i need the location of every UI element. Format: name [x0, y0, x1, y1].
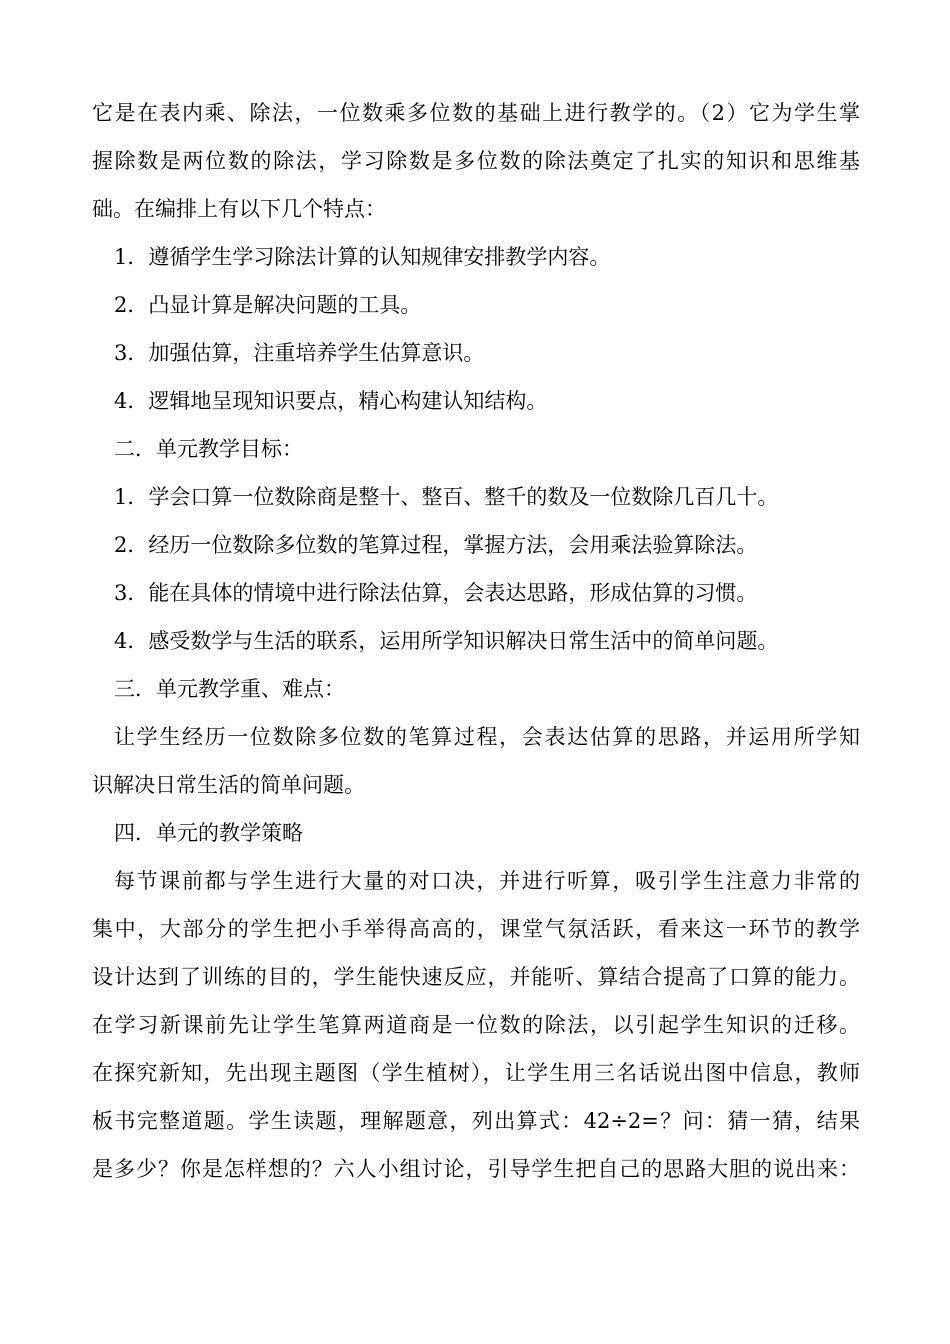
paragraph-line: 让学生经历一位数除多位数的笔算过程，会表达估算的思路，并运用所学知 — [114, 725, 860, 749]
section-heading: 二．单元教学目标： — [114, 437, 303, 461]
paragraph-line: 握除数是两位数的除法，学习除数是多位数的除法奠定了扎实的知识和思维基 — [92, 149, 860, 173]
paragraph-line: 板书完整道题。学生读题，理解题意，列出算式：42÷2=？问：猜一猜，结果 — [92, 1109, 860, 1133]
list-item: 2．经历一位数除多位数的笔算过程，掌握方法，会用乘法验算除法。 — [114, 533, 758, 557]
list-item: 4．逻辑地呈现知识要点，精心构建认知结构。 — [114, 389, 548, 413]
list-item: 2．凸显计算是解决问题的工具。 — [114, 293, 422, 317]
section-heading: 四．单元的教学策略 — [114, 821, 303, 845]
paragraph-line: 集中，大部分的学生把小手举得高高的，课堂气氛活跃，看来这一环节的教学 — [92, 917, 860, 941]
paragraph-line: 是多少？你是怎样想的？六人小组讨论，引导学生把自己的思路大胆的说出来： — [92, 1157, 860, 1181]
list-item: 3．能在具体的情境中进行除法估算，会表达思路，形成估算的习惯。 — [114, 581, 758, 605]
list-item: 1．遵循学生学习除法计算的认知规律安排教学内容。 — [114, 245, 611, 269]
list-item: 1．学会口算一位数除商是整十、整百、整千的数及一位数除几百几十。 — [114, 485, 779, 509]
paragraph-line: 它是在表内乘、除法，一位数乘多位数的基础上进行教学的。（2）它为学生掌 — [92, 101, 860, 125]
document-page — [92, 89, 860, 1193]
list-item: 4．感受数学与生活的联系，运用所学知识解决日常生活中的简单问题。 — [114, 629, 779, 653]
paragraph-line: 每节课前都与学生进行大量的对口决，并进行听算，吸引学生注意力非常的 — [114, 869, 860, 893]
section-heading: 三．单元教学重、难点： — [114, 677, 345, 701]
paragraph-line: 识解决日常生活的简单问题。 — [92, 773, 365, 797]
list-item: 3．加强估算，注重培养学生估算意识。 — [114, 341, 485, 365]
paragraph-line: 在学习新课前先让学生笔算两道商是一位数的除法，以引起学生知识的迁移。 — [92, 1013, 860, 1037]
paragraph-line: 设计达到了训练的目的，学生能快速反应，并能听、算结合提高了口算的能力。 — [92, 965, 860, 989]
paragraph-line: 础。在编排上有以下几个特点： — [92, 197, 386, 221]
paragraph-line: 在探究新知，先出现主题图（学生植树），让学生用三名话说出图中信息，教师 — [92, 1061, 860, 1085]
